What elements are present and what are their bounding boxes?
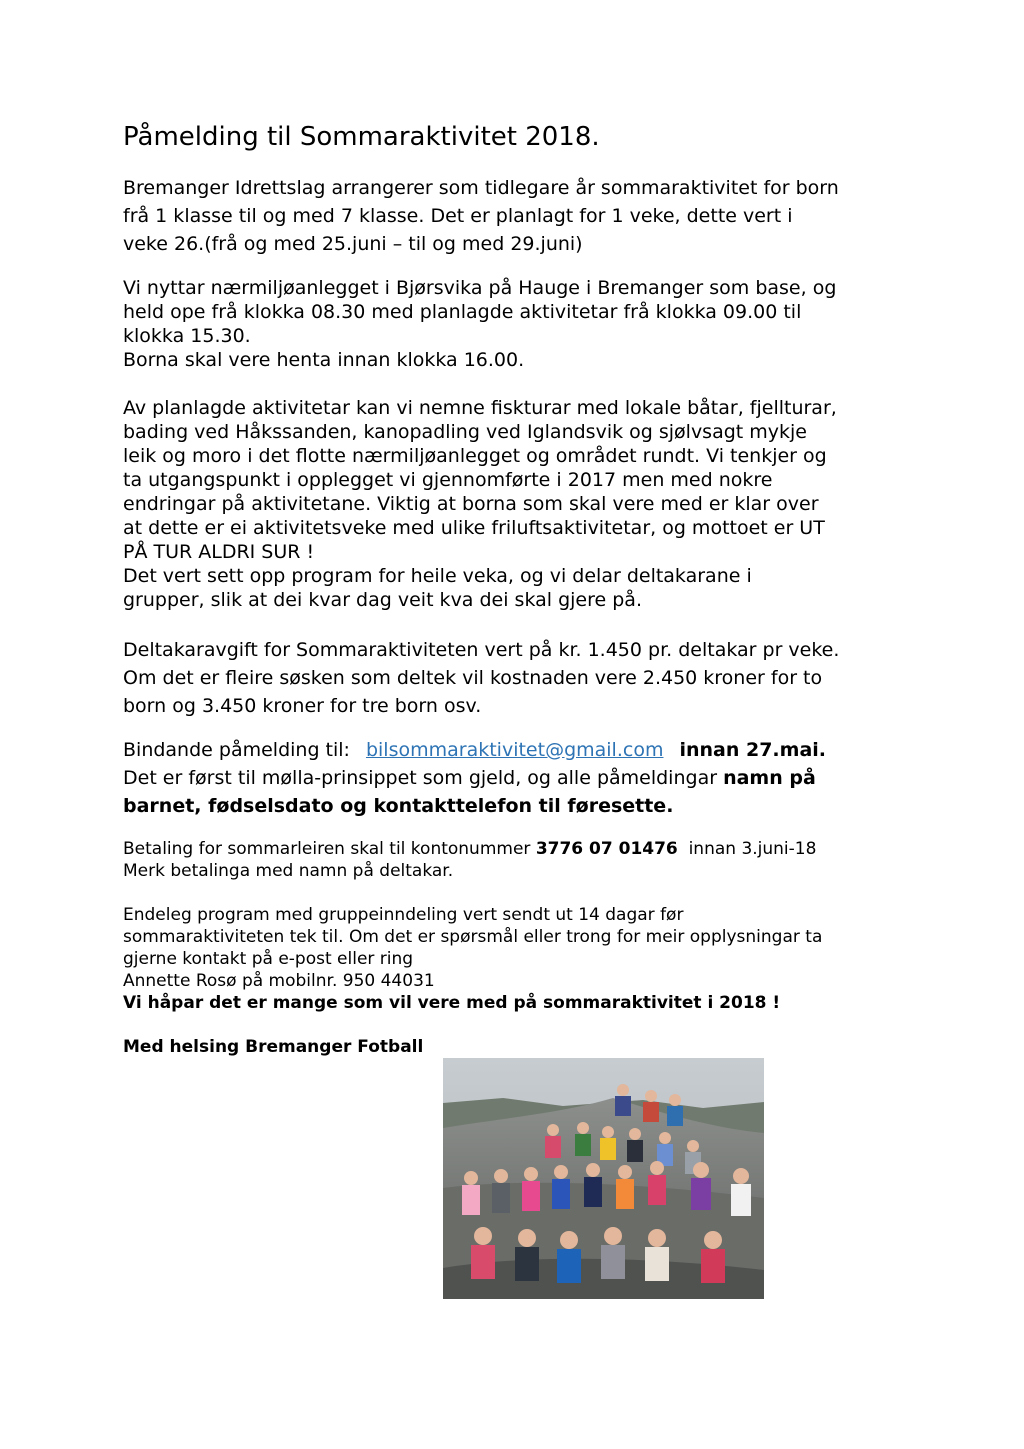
payment-deadline: innan 3.juni-18 xyxy=(677,839,817,859)
program-text: Endeleg program med gruppeinndeling vert sendt ut 14 dagar før sommaraktiviteten tek til. Om det er spørsmål eller trong for meir opplysningar ta gjerne kontakt på e-post eller ring Annette Rosø på mobilnr. 950 44031 xyxy=(123,905,823,991)
payment-line-1 xyxy=(123,838,923,860)
registration-line-2 xyxy=(123,764,923,792)
group-photo xyxy=(443,1058,764,1299)
group-photo-illustration xyxy=(443,1058,764,1299)
payment-paragraph xyxy=(123,838,923,882)
registration-required-2: barnet, fødselsdato og kontakttelefon til føresette. xyxy=(123,795,674,817)
intro-paragraph: Bremanger Idrettslag arrangerer som tidlegare år sommaraktivitet for born frå 1 klasse til og med 7 klasse. Det er planlagt for 1 veke, dette vert i veke 26.(frå og med 25.juni – til og med 29.juni) xyxy=(123,177,839,255)
program-paragraph xyxy=(123,904,923,1014)
closing-statement: Vi håpar det er mange som vil vere med på sommaraktivitet i 2018 ! xyxy=(123,993,781,1013)
signoff: Med helsing Bremanger Fotball xyxy=(123,1037,424,1057)
account-number: 3776 07 01476 xyxy=(535,839,678,859)
registration-line-1 xyxy=(123,736,923,764)
fee-paragraph: Deltakaravgift for Sommaraktiviteten vert på kr. 1.450 pr. deltakar pr veke. Om det er fleire søsken som deltek vil kostnaden vere 2.450 kroner for to born og 3.450 kroner for tre born osv. xyxy=(123,639,840,717)
registration-paragraph xyxy=(123,736,923,820)
registration-deadline: innan 27.mai. xyxy=(679,739,827,761)
registration-required-1: namn på xyxy=(723,767,816,789)
registration-lead: Bindande påmelding til: xyxy=(123,739,350,761)
email-link[interactable]: bilsommaraktivitet@gmail.com xyxy=(365,739,664,761)
page-title: Påmelding til Sommaraktivitet 2018. xyxy=(123,122,600,152)
activities-paragraph: Av planlagde aktivitetar kan vi nemne fiskturar med lokale båtar, fjellturar, bading ved Håkssanden, kanopadling ved Iglandsvik og sjølvsagt mykje leik og moro i det flotte nærmiljøanlegget og området rundt. Vi tenkjer og ta utgangspunkt i opplegget vi gjennomførte i 2017 men med nokre endringar på aktivitetane. Viktig at borna som skal vere med er klar over at dette er ei aktivitetsveke med ulike friluftsaktivitetar, og mottoet er UT PÅ TUR ALDRI SUR ! Det vert sett opp program for heile veka, og vi delar deltakarane i grupper, slik at dei kvar dag veit kva dei skal gjere på. xyxy=(123,397,837,611)
payment-line-2: Merk betalinga med namn på deltakar. xyxy=(123,861,454,881)
registration-rule: Det er først til mølla-prinsippet som gjeld, og alle påmeldingar xyxy=(123,767,724,789)
location-paragraph: Vi nyttar nærmiljøanlegget i Bjørsvika på Hauge i Bremanger som base, og held ope frå klokka 08.30 med planlagde aktivitetar frå klokka 09.00 til klokka 15.30. Borna skal vere henta innan klokka 16.00. xyxy=(123,277,837,371)
payment-text: Betaling for sommarleiren skal til kontonummer xyxy=(123,839,536,859)
